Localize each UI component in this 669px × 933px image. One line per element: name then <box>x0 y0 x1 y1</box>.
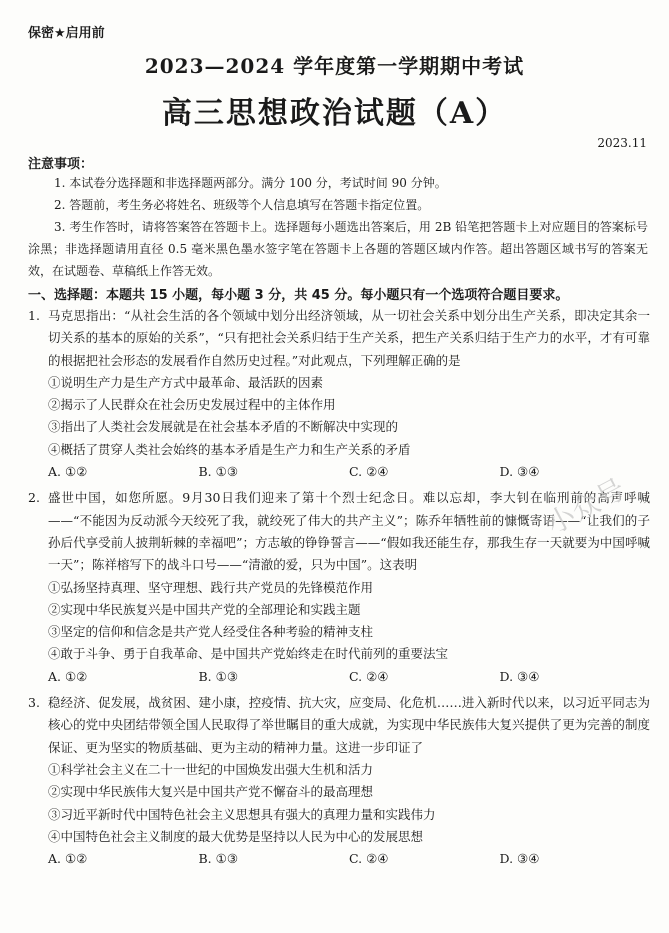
option-a[interactable]: A. ①② <box>48 851 88 867</box>
section-title: 一、选择题：本题共 15 小题，每小题 3 分，共 45 分。每小题只有一个选项符合题目要求。 <box>28 288 569 303</box>
option-d[interactable]: D. ③④ <box>499 668 540 684</box>
exam-date: 2023.11 <box>597 136 647 150</box>
watermark: 小众号 <box>540 472 631 541</box>
notice-heading: 注意事项： <box>28 157 94 172</box>
statement: ①弘扬坚持真理、坚守理想、践行共产党员的先锋模范作用 <box>48 579 374 595</box>
statement: ①说明生产力是生产方式中最革命、最活跃的因素 <box>48 374 324 390</box>
option-a[interactable]: A. ①② <box>48 668 88 684</box>
statement: ④概括了贯穿人类社会始终的基本矛盾是生产力和生产关系的矛盾 <box>48 441 411 457</box>
option-b[interactable]: B. ①③ <box>198 668 239 684</box>
question-3 <box>28 692 650 870</box>
question-number: 1. <box>28 308 40 323</box>
option-d[interactable]: D. ③④ <box>499 464 540 480</box>
secret-label: 保密★启用前 <box>28 26 105 41</box>
answer-options <box>28 666 650 688</box>
question-number: 2. <box>28 490 40 506</box>
statement: ③坚定的信仰和信念是共产党人经受住各种考验的精神支柱 <box>48 624 374 640</box>
option-c[interactable]: C. ②④ <box>349 668 389 684</box>
notice-item: 2. 答题前，考生务必将姓名、班级等个人信息填写在答题卡指定位置。 <box>54 198 430 212</box>
statement: ①科学社会主义在二十一世纪的中国焕发出强大生机和活力 <box>48 761 374 777</box>
statement: ②揭示了人民群众在社会历史发展过程中的主体作用 <box>48 397 336 413</box>
statement: ③指出了人类社会发展就是在社会基本矛盾的不断解决中实现的 <box>48 419 399 435</box>
notice-item: 3. 考生作答时，请将答案答在答题卡上。选择题每小题选出答案后，用 2B 铅笔把答题卡上对应题目的答案标号涂黑；非选择题请用直径 0.5 毫米黑色墨水签字笔在答题卡上各题的答题区域内作答。超出答题区域书写的答案无效，在试题卷、草稿纸上作答无效。 <box>28 220 648 278</box>
question-text: 马克思指出：“从社会生活的各个领域中划分出经济领域，从一切社会关系中划分出生产关系，即决定其余一切关系的基本的原始的关系”，“只有把社会关系归结于生产关系，把生产关系归结于生产力的水平，才有可靠的根据把社会形态的发展看作自然历史过程。”对此观点，下列理解正确的是 <box>48 308 650 368</box>
option-d[interactable]: D. ③④ <box>499 851 540 867</box>
option-c[interactable]: C. ②④ <box>349 851 389 867</box>
paper-title: 高三思想政治试题（A） <box>161 96 508 131</box>
exam-title: 2023—2024 学年度第一学期期中考试 <box>144 54 525 78</box>
notice-list <box>28 172 648 282</box>
option-a[interactable]: A. ①② <box>48 464 88 480</box>
question-text: 稳经济、促发展，战贫困、建小康，控疫情、抗大灾，应变局、化危机……进入新时代以来，以习近平同志为核心的党中央团结带领全国人民取得了举世瞩目的重大成就，为实现中华民族伟大复兴提供了更为完善的制度保证、更为坚实的物质基础、更为主动的精神力量。这进一步印证了 <box>48 695 650 755</box>
question-number: 3. <box>28 695 40 711</box>
question-text: 盛世中国，如您所愿。9月30日我们迎来了第十个烈士纪念日。难以忘却，李大钊在临刑前的高声呼喊——“不能因为反动派今天绞死了我，就绞死了伟大的共产主义”；陈乔年牺牲前的慷慨寄语——“让我们的子孙后代享受前人披荆斩棘的幸福吧”；方志敏的铮铮誓言——“假如我还能生存，那我生存一天就要为中国呼喊一天”；陈祥榕写下的战斗口号——“清澈的爱，只为中国”。这表明 <box>48 490 650 573</box>
option-b[interactable]: B. ①③ <box>198 851 239 867</box>
question-list <box>28 305 650 874</box>
statement: ④中国特色社会主义制度的最大优势是坚持以人民为中心的发展思想 <box>48 828 424 844</box>
statement: ④敢于斗争、勇于自我革命、是中国共产党始终走在时代前列的重要法宝 <box>48 646 449 662</box>
answer-options <box>28 461 650 483</box>
question-stem <box>28 692 650 759</box>
statement: ③习近平新时代中国特色社会主义思想具有强大的真理力量和实践伟力 <box>48 806 436 822</box>
option-c[interactable]: C. ②④ <box>349 464 389 480</box>
option-b[interactable]: B. ①③ <box>198 464 239 480</box>
statement: ②实现中华民族复兴是中国共产党的全部理论和实践主题 <box>48 601 361 617</box>
question-stem <box>28 305 650 372</box>
statement: ②实现中华民族伟大复兴是中国共产党不懈奋斗的最高理想 <box>48 784 374 800</box>
notice-item: 1. 本试卷分选择题和非选择题两部分。满分 100 分，考试时间 90 分钟。 <box>54 176 447 190</box>
answer-options <box>28 848 650 870</box>
question-1 <box>28 305 650 483</box>
